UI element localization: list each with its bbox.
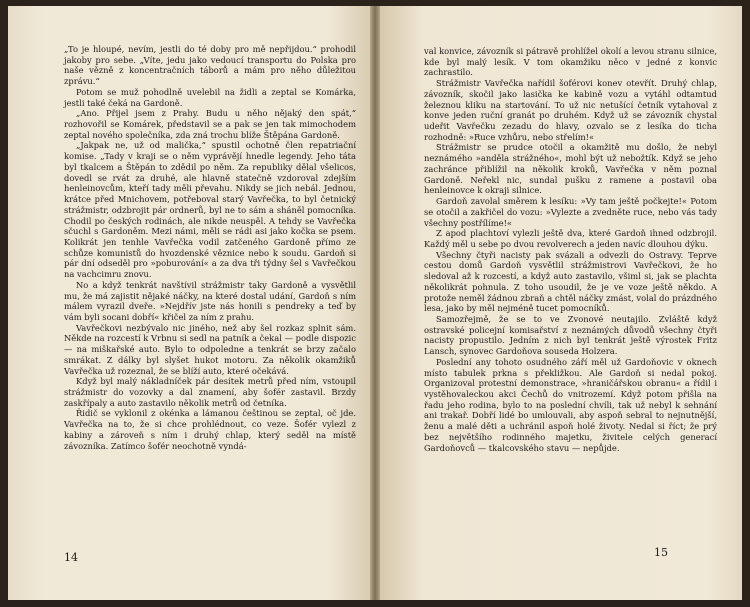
paragraph: Potom se muž pohodlně uvelebil na židli a zeptal se Komárka, jestli také čeká na Gardoně. (64, 86, 356, 108)
paragraph: Samozřejmě, že se to ve Zvonové neutajilo. Zvláště když ostravské policejní komisařství z neznámých důvodů všechny čtyři nacisty propustilo. Jedním z nich byl tenkrát ještě výrostek Fritz Lansch, synovec Gardoňova souseda Holzera. (424, 313, 717, 357)
paragraph: Z apod plachtoví vylezli ještě dva, které Gardoň ihned odzbrojil. Každý měl u sebe po dvou revolverech a jeden navíc dlouhou dýku. (424, 228, 717, 249)
right-page-text (424, 46, 717, 453)
paragraph: Strážmistr Vavřečka nařídil šoférovi konev otevřít. Druhý chlap, závozník, skočil jako lasička ke kabině vozu a vytáhl odtamtud železnou kliku na startování. To už nic netušící četník vytahoval z konve jeden ruční granát po druhém. Když už se závozník chystal udeřit Vavřečku zezadu do hlavy, ozvalo se z lesíka do ticha rozhodně: »Ruce vzhůru, nebo střelím!« (424, 78, 717, 142)
paragraph: val konvice, závozník si pátravě prohlížel okolí a levou stranu silnice, kde byl malý lesík. V tom okamžiku něco v jedné z konvic zachrastilo. (424, 46, 717, 78)
paragraph: „Jakpak ne, už od malička,“ spustil ochotně člen repatriační komise. „Tady v kraji se o něm vyprávějí hnedle legendy. Jeho táta byl tkalcem a Štěpán to zdědil po něm. Za republiky dělal všelicos, dovedl se rvát za druhé, ale hlavně statečně vzdoroval zdejším henleinovcům, kteří tady měli převahu. Nikdy se jich nebál. Jednou, krátce před Mnichovem, potřeboval starý Vavřečka, to byl četnický strážmistr, odzbrojit pár ordnerů, byl ne to sám a sháněl pomocníka. Chodil po českých rodinách, ale nikde neuspěl. A tehdy se Vavřečka sčuchl s Gardoněm. Mezi námi, měli se rádi asi jako kočka se psem. Kolikrát jen tenhle Vavřečka vodil zatčeného Gardoně přímo ze schůze komunistů do hvozdenské věznice nebo k soudu. Gardoň si pár dní odseděl pro »poburování« a za dva tři týdny šel s Vavřečkou na vachcimru znovu. (64, 140, 356, 280)
right-page (380, 6, 742, 600)
paragraph: „Ano. Přijel jsem z Prahy. Budu u něho nějaký den spát,“ rozhovořil se Komárek, představil se a pak se jen tak mimochodem zeptal nového společníka, zda zná trochu blíže Štěpána Gardoně. (64, 108, 356, 140)
paragraph: „To je hloupé, nevím, jestli do té doby pro mě nepřijdou.“ prohodil jakoby pro sebe. „Víte, jedu jako vedoucí transportu do Polska pro naše vězně z koncentračních táborů a mám pro něho důležitou zprávu.“ (64, 44, 356, 87)
paragraph: Řidič se vyklonil z okénka a lámanou češtinou se zeptal, oč jde. Vavřečka na to, že si chce prohlédnout, co veze. Šofér vylezl z kabiny a zároveň s ním i druhý chlap, který seděl na místě závozníka. Zatímco šofér neochotně vyndá- (64, 408, 356, 451)
page-number: 14 (64, 551, 78, 564)
paragraph: Poslední any tohoto osudného září měl už Gardoňovic v oknech místo tabulek prkna s překližkou. Ale Gardoň si nedal pokoj. Organizoval protestní demonstrace, »hraničářskou obranu« a řídil i vystěhovaleckou akci Čechů do vnitrozemí. Když potom přišla na řadu jeho rodina, bylo to na poslední chvíli, tak už nebyl k sehnání ani trakař. Dobří lidé bo umlouvali, aby aspoň sebral to nejnutnější, ženu a malé děti a uchránil aspoň holé životy. Nedal si říct; že prý bez největšího rodinného majetku, živitele celých generací Gardoňovců — tkalcovského stavu — nepůjde. (424, 356, 717, 453)
paragraph: Všechny čtyři nacisty pak svázali a odvezli do Ostravy. Teprve cestou domů Gardoň vysvětlil strážmistrovi Vavřečkovi, že ho sledoval až k rozcestí, a když auto zastavilo, všiml si, jak se plachta několikrát pohnula. Z toho usoudil, že je ve voze ještě někdo. A protože neměl žádnou zbraň a chtěl náčky zmást, volal do prázdného lesa, jako by měl nejméně tucet pomocníků. (424, 249, 717, 314)
paragraph: Gardoň zavolal směrem k lesíku: »Vy tam ještě počkejte!« Potom se otočil a zakřičel do vozu: »Vylezte a zvedněte ruce, nebo vás tady všechny postřílíme!« (424, 196, 717, 228)
book-gutter (370, 6, 380, 600)
left-page-text (64, 44, 356, 451)
page-number: 15 (654, 546, 668, 559)
paragraph: Když byl malý nákladníček pár desítek metrů před ním, vstoupil strážmistr do vozovky a dal znamení, aby šofér zastavil. Brzdy zaskřípaly a auto zastavilo několik metrů od četníka. (64, 376, 356, 408)
paragraph: No a když tenkrát navštívil strážmistr taky Gardoně a vysvětlil mu, že má zajistit nějaké náčky, na které dostal udání, Gardoň s ním málem vyrazil dveře. »Nejdřív jste nás honili s pendreky a teď by vám byli socani dobří« křičel za ním z prahu. (64, 279, 356, 322)
paragraph: Strážmistr se prudce otočil a okamžitě mu došlo, že nebyl neznámého »anděla strážného«, mohl být už nebožtík. Když se jeho zachránce přiblížil na několik kroků, Vavřečka v něm poznal Gardoně. Neřekl nic, sundal pušku z ramene a postavil oba henleinovce k okraji silnice. (424, 142, 717, 196)
left-page (8, 6, 370, 600)
paragraph: Vavřečkovi nezbývalo nic jiného, než aby šel rozkaz splnit sám. Někde na rozcestí k Vrbnu si sedl na patník a čekal — podle dispozic — na miškařské auto. Bylo to odpoledne a tenkrát se brzy začalo smrákat. Z dálky byl slyšet hukot motoru. Za několik okamžiků Vavřečka už rozeznal, že se blíží auto, které očekává. (64, 322, 356, 376)
